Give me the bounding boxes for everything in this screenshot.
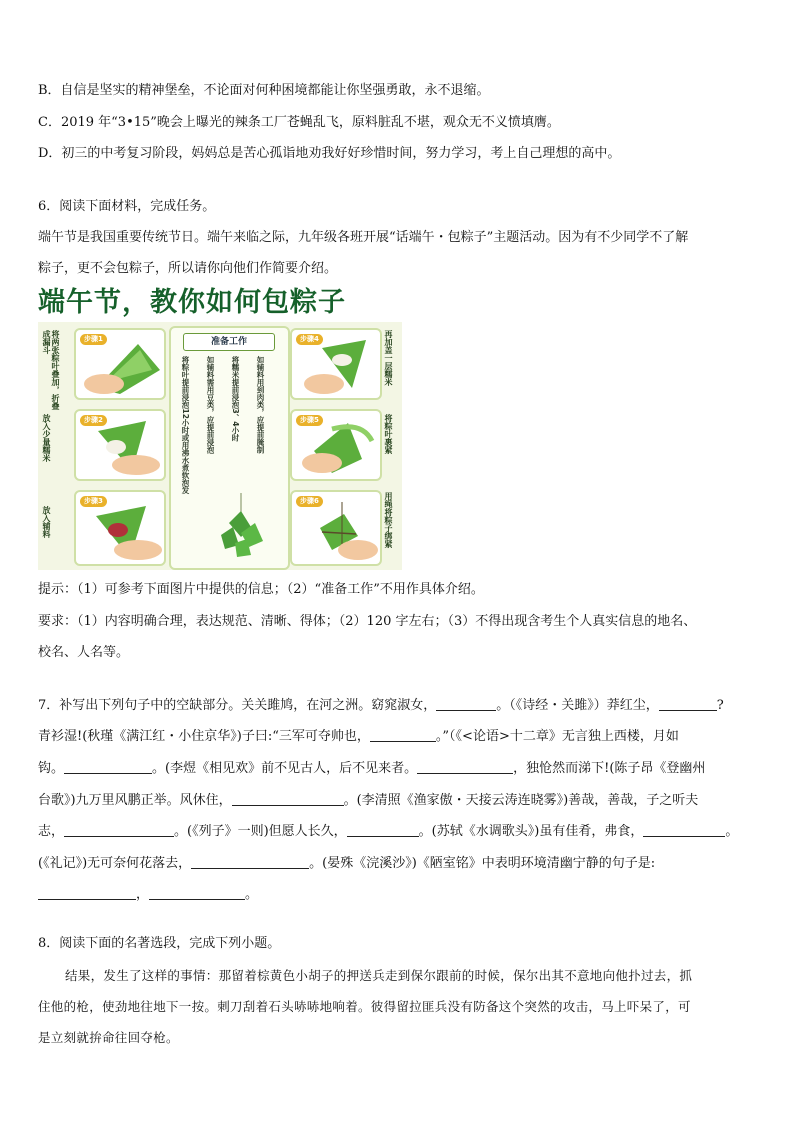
zongzi-bunch-illustration — [211, 493, 281, 563]
q7-text: 台歌》)九万里风鹏正举。风休住， — [38, 793, 232, 808]
step6-badge: 步骤6 — [296, 496, 323, 507]
q6-heading: 6．阅读下面材料，完成任务。 — [38, 199, 216, 214]
q7-text: 。(李煜《相见欢》前不见古人，后不见来者。 — [152, 761, 418, 776]
q7-text: 。”（《<论语>十二章》无言独上西楼，月如 — [435, 729, 679, 744]
step6-label: 用绳将粽子绑紧 — [384, 492, 393, 548]
answer-blank[interactable] — [149, 885, 245, 900]
step2-panel — [74, 409, 166, 481]
step1-label: 将两张粽叶叠加，折叠成漏斗 — [42, 330, 60, 410]
preparation-box — [169, 326, 290, 570]
answer-blank[interactable] — [347, 822, 419, 837]
step4-label: 再加盖一层糯米 — [384, 330, 393, 386]
q7-line3 — [38, 759, 705, 779]
step5-panel — [290, 409, 382, 481]
answer-blank[interactable] — [64, 822, 174, 837]
step2-label: 放入少量糯米 — [42, 414, 51, 462]
step3-label: 放入辅料 — [42, 506, 51, 538]
q7-text: 钩。 — [38, 761, 65, 776]
answer-blank[interactable] — [370, 727, 436, 742]
answer-blank[interactable] — [417, 759, 513, 774]
answer-blank[interactable] — [38, 885, 136, 900]
q7-text: 。(李清照《渔家傲・天接云涛连晓雾》)善哉，善哉，子之听夫 — [343, 793, 699, 808]
prep-item-1: 将粽叶提前浸泡12小时或用沸水煮软泡发 — [181, 356, 190, 494]
step1-badge: 步骤1 — [80, 334, 107, 345]
q7-text: ? — [716, 698, 724, 713]
step6-panel — [290, 490, 382, 566]
step3-badge: 步骤3 — [80, 496, 107, 507]
q7-text: 。(苏轼《水调歌头》)虽有佳肴，弗食， — [418, 824, 644, 839]
q7-line6 — [38, 854, 655, 874]
step3-panel — [74, 490, 166, 566]
q6-paragraph-line2: 粽子，更不会包粽子，所以请你向他们作简要介绍。 — [38, 261, 338, 276]
q5-option-c: C．2019 年“3•15”晚会上曝光的辣条工厂苍蝇乱飞，原料脏乱不堪，观众无不义愤填膺。 — [38, 115, 560, 130]
q7-text: 。 — [725, 824, 739, 839]
q5-option-b: B．自信是坚实的精神堡垒，不论面对何种困境都能让你坚强勇敢，永不退缩。 — [38, 83, 490, 98]
q7-text: 7．补写出下列句子中的空缺部分。关关雎鸠，在河之洲。窈窕淑女， — [38, 698, 437, 713]
prep-item-4: 如辅料用到肉类，应提前腌制 — [256, 356, 265, 454]
q5-option-d: D．初三的中考复习阶段，妈妈总是苦心孤诣地劝我好好珍惜时间，努力学习，考上自己理想的高中。 — [38, 146, 621, 161]
q7-line1 — [38, 696, 724, 716]
answer-blank[interactable] — [643, 822, 725, 837]
answer-blank[interactable] — [436, 696, 496, 711]
preparation-title: 准备工作 — [183, 333, 275, 351]
q8-heading: 8．阅读下面的名著选段，完成下列小题。 — [38, 936, 281, 951]
answer-blank[interactable] — [191, 854, 309, 869]
q6-requirements-line2: 校名、人名等。 — [38, 645, 130, 660]
q7-text: 。(《列子》一则)但愿人长久， — [174, 824, 347, 839]
step4-panel — [290, 328, 382, 400]
answer-blank[interactable] — [64, 759, 152, 774]
step4-badge: 步骤4 — [296, 334, 323, 345]
q8-passage-line3: 是立刻就拚命往回夺枪。 — [38, 1030, 179, 1045]
zongzi-instruction-figure — [38, 284, 402, 570]
q7-text: ，独怆然而涕下!(陈子昂《登幽州 — [513, 761, 706, 776]
step5-badge: 步骤5 — [296, 415, 323, 426]
answer-blank[interactable] — [659, 696, 717, 711]
step1-panel — [74, 328, 166, 400]
prep-item-3: 将糯米提前浸泡3、4小时 — [231, 356, 240, 442]
q7-text: 。（《诗经・关雎》）莽红尘， — [496, 698, 659, 713]
q7-text: 青衫湿!(秋瑾《满江红・小住京华》)子曰:“三军可夺帅也， — [38, 729, 370, 744]
q7-text: (《礼记》)无可奈何花落去， — [38, 856, 192, 871]
q7-text: 志， — [38, 824, 65, 839]
q7-line2 — [38, 727, 679, 747]
step5-label: 将粽叶裹紧 — [384, 414, 393, 454]
prep-item-2: 如辅料需用豆类，应提前浸泡 — [206, 356, 215, 454]
q7-line5 — [38, 822, 738, 842]
q8-passage-line1: 结果，发生了这样的事情：那留着棕黄色小胡子的押送兵走到保尔跟前的时候，保尔出其不意地向他扑过去，抓 — [65, 968, 693, 983]
figure-title: 端午节，教你如何包粽子 — [38, 284, 402, 322]
q6-requirements-line1: 要求：（1）内容明确合理，表达规范、清晰、得体；（2）120 字左右；（3）不得出现含考生个人真实信息的地名、 — [38, 614, 697, 629]
q7-line7 — [38, 885, 258, 905]
answer-blank[interactable] — [232, 791, 344, 806]
q6-hint: 提示：（1）可参考下面图片中提供的信息；（2）“准备工作”不用作具体介绍。 — [38, 582, 484, 597]
q7-text: ， — [136, 887, 150, 902]
q6-paragraph-line1: 端午节是我国重要传统节日。端午来临之际，九年级各班开展“话端午・包粽子”主题活动。因为有不少同学不了解 — [38, 230, 689, 245]
q7-line4 — [38, 791, 698, 811]
q8-passage-line2: 住他的枪，使劲地往地下一按。刺刀刮着石头哧哧地响着。彼得留拉匪兵没有防备这个突然的攻击，马上吓呆了，可 — [38, 999, 691, 1014]
q7-text: 。 — [245, 887, 259, 902]
q7-text: 。(晏殊《浣溪沙》)《陋室铭》中表明环境清幽宁静的句子是: — [309, 856, 656, 871]
step2-badge: 步骤2 — [80, 415, 107, 426]
